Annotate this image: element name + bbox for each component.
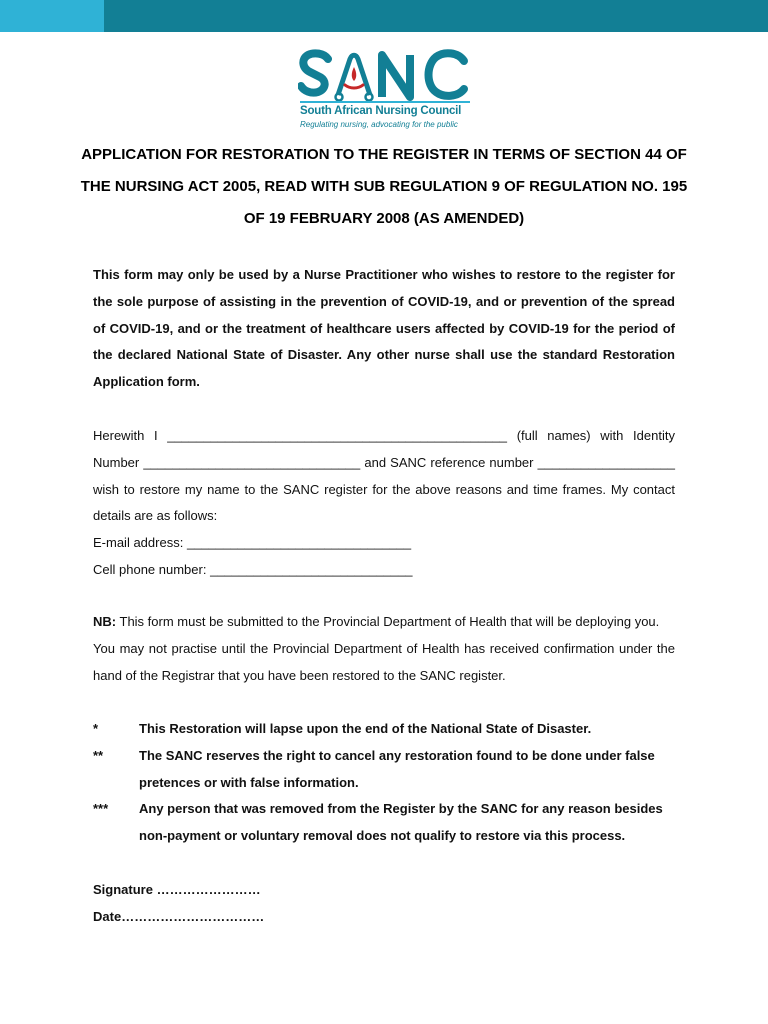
conditions-list [93,716,675,850]
organization-tagline: Regulating nursing, advocating for the public [300,120,458,129]
list-marker: * [93,721,99,736]
signature-field[interactable]: …………………… [156,882,261,897]
header-accent [0,0,104,32]
cell-phone-field[interactable]: ____________________________ [210,561,413,577]
sanc-logo [298,47,476,133]
signature-section [93,877,675,931]
nb-section [93,609,675,689]
herewith-text: Herewith I [93,428,158,443]
restore-wish-text: wish to restore my name to the SANC register for the above reasons and time frames. My contact details are as follows: [93,481,675,524]
signature-row [93,877,675,904]
nb-text: This form must be submitted to the Provincial Department of Health that will be deploying you. [119,614,660,629]
cell-phone-row [93,557,675,584]
list-item-text: The SANC reserves the right to cancel any restoration found to be done under false pretences or with false information. [139,747,655,790]
nb-paragraph [93,609,675,636]
email-label: E-mail address: [93,535,184,551]
identity-number-field[interactable]: ______________________________ [143,454,361,470]
registrar-confirmation-text: You may not practise until the Provincial Department of Health has received confirmation under the hand of the Registrar that you have been restored to the SANC register. [93,640,675,683]
date-field[interactable]: …………………………… [121,908,265,924]
cell-phone-label: Cell phone number: [93,561,207,577]
email-row [93,530,675,557]
list-item [93,743,675,797]
intro-paragraph: This form may only be used by a Nurse Practitioner who wishes to restore to the register for the sole purpose of assisting in the prevention of COVID-19, and or prevention of the spread of COVID-19, and or the treatment of healthcare users affected by COVID-19 for the period of the declared National State of Disaster. Any other nurse shall use the standard Restoration Application form. [93,267,675,390]
signature-label: Signature [93,882,153,897]
full-names-text: (full names) with Identity Number [93,428,675,470]
sanc-reference-text: and SANC reference number [364,454,534,470]
logo-divider [300,101,470,103]
applicant-statement [93,423,675,530]
document-title: APPLICATION FOR RESTORATION TO THE REGISTER IN TERMS OF SECTION 44 OF THE NURSING ACT 2005, READ WITH SUB REGULATION 9 OF REGULATION NO. 195 OF 19 FEBRUARY 2008 (AS AMENDED) [80,146,688,227]
nb-label: NB: [93,614,117,629]
date-row [93,904,675,931]
email-field[interactable]: _______________________________ [186,535,412,551]
date-label: Date [93,908,122,924]
list-item-text: This Restoration will lapse upon the end of the National State of Disaster. [139,721,592,736]
organization-name: South African Nursing Council [300,105,462,117]
full-name-field[interactable]: _______________________________________________ [167,428,508,443]
list-item [93,716,675,743]
list-marker: *** [93,801,109,817]
applicant-details-section [93,423,675,584]
list-item [93,796,675,850]
sanc-wordmark-logo [298,47,474,101]
list-marker: ** [93,747,104,763]
list-item-text: Any person that was removed from the Register by the SANC for any reason besides non-payment or voluntary removal does not qualify to restore via this process. [139,801,663,844]
header-bar [0,0,768,32]
sanc-reference-field[interactable]: ___________________ [537,454,675,470]
